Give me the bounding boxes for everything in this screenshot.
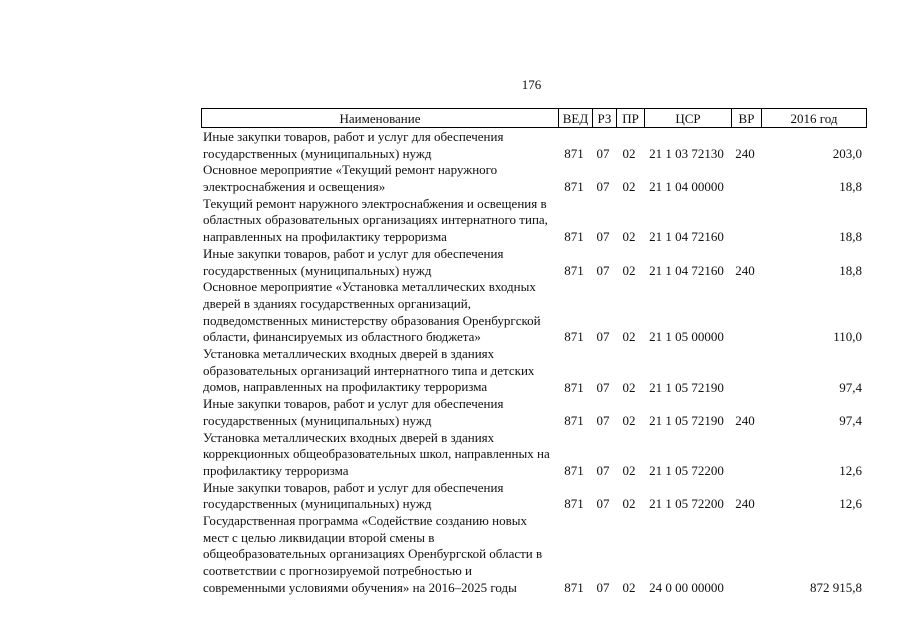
row-name-line: Иные закупки товаров, работ и услуг для обеспечения: [203, 396, 504, 412]
row-value: 97,4: [839, 379, 862, 395]
row-rz: 07: [596, 412, 610, 428]
table-row: [203, 246, 867, 279]
row-name-line: областных образовательных организациях интернатного типа,: [203, 212, 548, 228]
row-rz: 07: [596, 579, 610, 595]
row-vr: [730, 329, 760, 346]
row-ved: 871: [564, 463, 584, 478]
row-name-line: домов, направленных на профилактику терроризма: [203, 379, 488, 395]
row-name-line: государственных (муниципальных) нужд: [203, 496, 432, 512]
row-vr: 240: [735, 412, 755, 428]
row-name-line: государственных (муниципальных) нужд: [203, 262, 432, 278]
row-value: 18,8: [839, 229, 862, 245]
row-name-line: электроснабжения и освещения»: [203, 179, 386, 195]
row-name-line: Иные закупки товаров, работ и услуг для обеспечения: [203, 479, 504, 495]
row-value: 12,6: [839, 463, 862, 478]
row-csr: 21 1 05 72190: [649, 412, 724, 428]
row-vr: 240: [735, 145, 755, 161]
row-name-line: образовательных организаций интернатного типа и детских: [203, 362, 535, 378]
row-value: 203,0: [832, 145, 862, 161]
row-pr: 02: [622, 329, 636, 345]
row-pr: 02: [622, 145, 636, 161]
row-vr: [730, 463, 760, 480]
row-rz: 07: [596, 145, 610, 161]
row-name-line: Основное мероприятие «Текущий ремонт наружного: [203, 162, 498, 178]
row-pr: 02: [622, 463, 636, 478]
row-name-line: Установка металлических входных дверей в зданиях: [203, 346, 495, 362]
row-ved: 871: [564, 496, 584, 512]
header-name: Наименование: [339, 110, 421, 126]
row-name-line: подведомственных министерству образования Оренбургской: [203, 312, 541, 328]
row-rz: 07: [596, 179, 610, 195]
header-year: 2016 год: [761, 109, 866, 127]
header-rz: РЗ: [592, 109, 616, 127]
row-csr: 21 1 04 00000: [649, 179, 724, 195]
row-name-line: мест с целью ликвидации второй смены в: [203, 529, 435, 545]
row-csr: 21 1 03 72130: [649, 145, 724, 161]
row-csr: 21 1 05 00000: [649, 329, 724, 345]
row-rz: 07: [596, 329, 610, 345]
table-header: [201, 108, 867, 128]
row-name-line: Государственная программа «Содействие созданию новых: [203, 513, 527, 529]
header-csr: ЦСР: [644, 109, 731, 127]
row-name: [203, 162, 557, 195]
row-name-line: Основное мероприятие «Установка металлических входных: [203, 279, 536, 295]
row-name-line: Установка металлических входных дверей в зданиях: [203, 429, 495, 445]
row-ved: 871: [564, 229, 584, 245]
row-name: [203, 396, 557, 429]
table-row: [203, 430, 867, 480]
row-name-line: государственных (муниципальных) нужд: [203, 145, 432, 161]
row-name-line: современными условиями обучения» на 2016–2025 годы: [203, 579, 517, 595]
header-vr: ВР: [731, 109, 761, 127]
header-pr: ПР: [616, 109, 644, 127]
row-vr: [730, 179, 760, 196]
row-pr: 02: [622, 579, 636, 595]
row-name-line: соответствии с прогнозируемой потребностью и: [203, 563, 473, 579]
row-name-line: области, финансируемых из областного бюджета»: [203, 329, 481, 345]
row-csr: 21 1 04 72160: [649, 229, 724, 245]
row-vr: 240: [735, 496, 755, 512]
table-row: [203, 162, 867, 195]
row-rz: 07: [596, 229, 610, 245]
row-pr: 02: [622, 262, 636, 278]
row-rz: 07: [596, 379, 610, 395]
row-pr: 02: [622, 229, 636, 245]
row-value: 97,4: [839, 412, 862, 428]
row-csr: 24 0 00 00000: [649, 579, 724, 595]
row-name-line: Иные закупки товаров, работ и услуг для обеспечения: [203, 245, 504, 261]
row-ved: 871: [564, 179, 584, 195]
row-name-line: направленных на профилактику терроризма: [203, 229, 447, 245]
table-row: [203, 279, 867, 346]
row-csr: 21 1 05 72200: [649, 463, 724, 478]
row-pr: 02: [622, 496, 636, 512]
row-value: 18,8: [839, 262, 862, 278]
row-pr: 02: [622, 179, 636, 195]
table-row: [203, 396, 867, 429]
table-row: [203, 480, 867, 513]
row-ved: 871: [564, 145, 584, 161]
row-name: [203, 279, 557, 346]
page-number: 176: [521, 77, 542, 92]
row-vr: [730, 380, 760, 397]
row-rz: 07: [596, 262, 610, 278]
row-name: [203, 480, 557, 513]
row-pr: 02: [622, 379, 636, 395]
row-vr: [730, 580, 760, 597]
row-name-line: коррекционных общеобразовательных школ, направленных на: [203, 446, 550, 462]
row-value: 872 915,8: [810, 579, 862, 595]
row-name-line: общеобразовательных организациях Оренбургской области в: [203, 546, 543, 562]
header-ved: ВЕД: [558, 109, 592, 127]
row-name-line: государственных (муниципальных) нужд: [203, 412, 432, 428]
table-row: [203, 129, 867, 162]
row-name: [203, 246, 557, 279]
row-ved: 871: [564, 262, 584, 278]
row-csr: 21 1 04 72160: [649, 262, 724, 278]
row-name: [203, 430, 557, 480]
row-csr: 21 1 05 72190: [649, 379, 724, 395]
row-pr: 02: [622, 412, 636, 428]
row-rz: 07: [596, 463, 610, 478]
row-name: [203, 513, 557, 596]
row-ved: 871: [564, 379, 584, 395]
row-name: [203, 346, 557, 396]
row-name-line: профилактику терроризма: [203, 462, 349, 478]
row-rz: 07: [596, 496, 610, 512]
row-name: [203, 129, 557, 162]
row-ved: 871: [564, 329, 584, 345]
row-name-line: Иные закупки товаров, работ и услуг для обеспечения: [203, 129, 504, 144]
row-ved: 871: [564, 579, 584, 595]
row-value: 18,8: [839, 179, 862, 195]
table-row: [203, 513, 867, 597]
row-csr: 21 1 05 72200: [649, 496, 724, 512]
row-value: 12,6: [839, 496, 862, 512]
row-ved: 871: [564, 412, 584, 428]
row-vr: 240: [735, 262, 755, 278]
table-row: [203, 346, 867, 396]
table-row: [203, 196, 867, 246]
row-value: 110,0: [833, 329, 862, 345]
row-name: [203, 196, 557, 246]
row-vr: [730, 229, 760, 246]
row-name-line: дверей в зданиях государственных организаций,: [203, 295, 471, 311]
row-name-line: Текущий ремонт наружного электроснабжения и освещения в: [203, 195, 547, 211]
